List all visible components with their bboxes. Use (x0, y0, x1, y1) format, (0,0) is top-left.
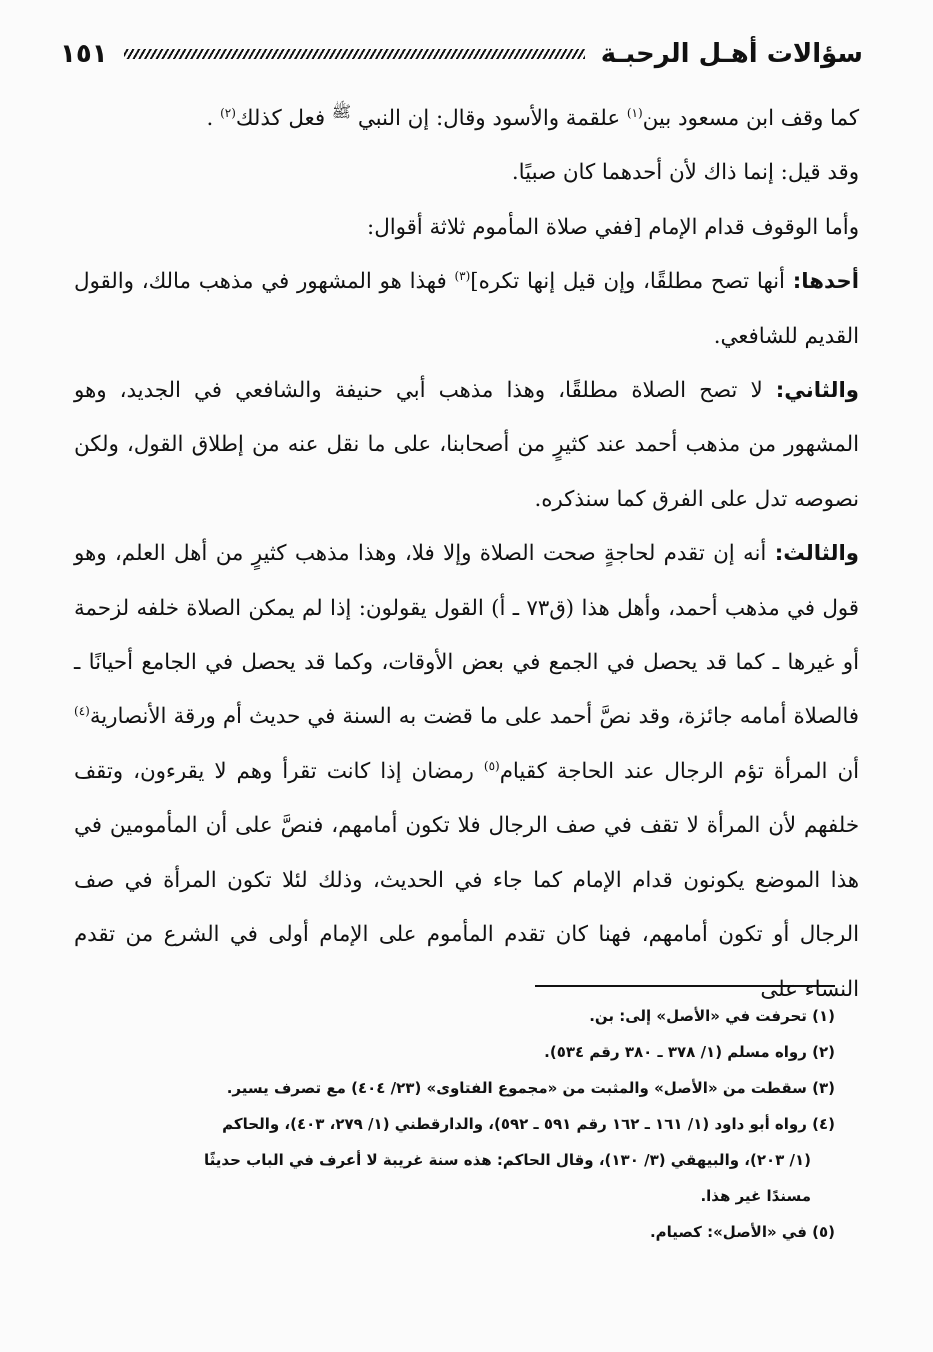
paragraph-1 (74, 92, 859, 146)
paragraph-6-text-a: أنه إن تقدم لحاجةٍ صحت الصلاة وإلا فلا، وهذا مذهب كثيرٍ من أهل العلم، وهو قول في مذهب أحمد، وأهل هذا (ق٧٣ ـ أ) القول يقولون: إذا لم يمكن الصلاة خلفه لزحمة أو غيرها ـ كما قد يحصل في الجمع في بعض الأوقات، وكما قد يحصل في الجامع أحيانًا ـ فالصلاة أمامه جائزة، وقد نصَّ أحمد على ما قضت به السنة في حديث أم ورقة الأنصارية (74, 541, 859, 730)
paragraph-1-text-d: . (206, 106, 221, 131)
footnote-ref-1: (١) (626, 105, 643, 120)
first-opinion-label: أحدها: (792, 269, 859, 295)
footnote-2: (٢) رواه مسلم (١/ ٣٧٨ ـ ٣٨٠ رقم ٥٣٤). (544, 1043, 835, 1061)
footnote-5: (٥) في «الأصل»: كصيام. (649, 1223, 835, 1241)
paragraph-4-text-a: أنها تصح مطلقًا، وإن قيل إنها تكره] (470, 269, 793, 295)
paragraph-6-text-c: رمضان إذا كانت تقرأ وهم لا يقرءون، وتقف خلفهم لأن المرأة لا تقف في صف الرجال فلا تكون أمامهم، فنصَّ على أن المأمومين في هذا الموضع يكونون قدام الإمام كما جاء في الحديث، وذلك لئلا تكون المرأة في صف الرجال أو تكون أمامهم، فهنا كان تقدم المأموم على الإمام أولى في الشرع من تقدم النساء على (74, 758, 859, 1002)
footnote-ref-2: (٢) (220, 105, 236, 120)
main-text (74, 92, 859, 1017)
footnote-ref-3: (٣) (454, 269, 471, 284)
paragraph-5-text: لا تصح الصلاة مطلقًا، وهذا مذهب أبي حنيفة والشافعي في الجديد، وهو المشهور من مذهب أحمد عند كثيرٍ من أصحابنا، على ما نقل عنه من إطلاق القول، ولكن نصوصه تدل على الفرق كما سنذكره. (74, 378, 859, 512)
paragraph-1-text-c: فعل كذلك (235, 106, 332, 131)
second-opinion-label: والثاني: (775, 378, 859, 404)
footnote-3: (٣) سقطت من «الأصل» والمثبت من «مجموع الفتاوى» (٢٣/ ٤٠٤) مع تصرف يسير. (226, 1079, 835, 1097)
footnote-separator (535, 985, 835, 987)
paragraph-1-text-b: علقمة والأسود وقال: إن النبي (351, 106, 627, 131)
page-header (60, 28, 863, 80)
paragraph-6 (74, 527, 859, 1017)
paragraph-4 (74, 255, 859, 364)
third-opinion-label: والثالث: (774, 541, 859, 567)
paragraph-5 (74, 364, 859, 527)
running-title: سؤالات أهـل الرحبـة (600, 39, 863, 69)
honorific-glyph: ﷺ (331, 101, 352, 121)
header-rule (124, 49, 585, 59)
paragraph-4-text-b: فهذا هو المشهور في مذهب مالك، والقول القديم للشافعي. (74, 269, 859, 349)
footnotes (74, 998, 835, 1250)
paragraph-1-text-a: كما وقف ابن مسعود بين (642, 106, 859, 131)
footnote-ref-4: (٤) (74, 704, 90, 719)
footnote-4-end: مسندًا غير هذا. (700, 1187, 811, 1205)
paragraph-3: وأما الوقوف قدام الإمام [ففي صلاة المأموم ثلاثة أقوال: (367, 214, 859, 240)
footnote-4-continued: (١/ ٢٠٣)، والبيهقي (٣/ ١٣٠)، وقال الحاكم: هذه سنة غريبة لا أعرف في الباب حديثًا (204, 1151, 811, 1169)
footnote-1: (١) تحرفت في «الأصل» إلى: بن. (589, 1007, 835, 1025)
paragraph-2: وقد قيل: إنما ذاك لأن أحدهما كان صبيًا. (511, 160, 859, 186)
paragraph-6-text-b: أن المرأة تؤم الرجال عند الحاجة كقيام (499, 758, 860, 784)
page-number: ١٥١ (60, 39, 108, 69)
footnote-4: (٤) رواه أبو داود (١/ ١٦١ ـ ١٦٢ رقم ٥٩١ ـ ٥٩٢)، والدارقطني (١/ ٢٧٩، ٤٠٣)، والحاكم (222, 1115, 835, 1133)
footnote-ref-5: (٥) (483, 758, 500, 773)
